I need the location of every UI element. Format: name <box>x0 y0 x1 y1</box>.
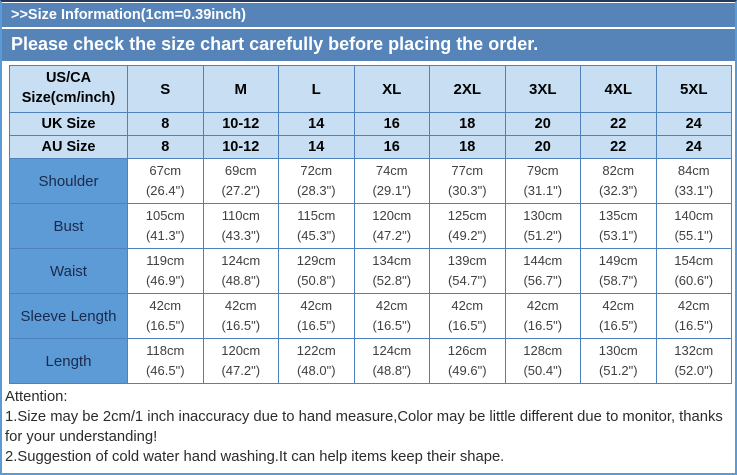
uk-size-value: 8 <box>128 113 204 136</box>
waist-value: 144cm (56.7") <box>505 249 581 294</box>
waist-value: 119cm (46.9") <box>128 249 204 294</box>
bust-value: 140cm (55.1") <box>656 204 732 249</box>
uk-size-row <box>10 113 732 136</box>
bust-value: 120cm (47.2") <box>354 204 430 249</box>
size-table <box>9 65 732 384</box>
size-column-header-m: M <box>203 66 279 113</box>
waist-value: 134cm (52.8") <box>354 249 430 294</box>
uk-size-value: 20 <box>505 113 581 136</box>
sleeve-length-row <box>10 294 732 339</box>
table-header-row <box>10 66 732 113</box>
length-value: 130cm (51.2") <box>581 339 657 384</box>
size-column-header-2xl: 2XL <box>430 66 506 113</box>
au-size-value: 18 <box>430 136 506 159</box>
au-size-label: AU Size <box>10 136 128 159</box>
length-value: 122cm (48.0") <box>279 339 355 384</box>
shoulder-value: 67cm (26.4") <box>128 159 204 204</box>
length-value: 128cm (50.4") <box>505 339 581 384</box>
attention-item-1: 1.Size may be 2cm/1 inch inaccuracy due to hand measure,Color may be little different due to monitor, thanks for your understanding! <box>5 409 723 446</box>
au-size-value: 20 <box>505 136 581 159</box>
uk-size-value: 16 <box>354 113 430 136</box>
sleeve-length-value: 42cm (16.5") <box>279 294 355 339</box>
bust-value: 130cm (51.2") <box>505 204 581 249</box>
size-column-header-xl: XL <box>354 66 430 113</box>
length-value: 118cm (46.5") <box>128 339 204 384</box>
uk-size-value: 22 <box>581 113 657 136</box>
shoulder-value: 82cm (32.3") <box>581 159 657 204</box>
sleeve-length-value: 42cm (16.5") <box>581 294 657 339</box>
shoulder-value: 72cm (28.3") <box>279 159 355 204</box>
au-size-row <box>10 136 732 159</box>
shoulder-label: Shoulder <box>10 159 128 204</box>
shoulder-value: 69cm (27.2") <box>203 159 279 204</box>
sleeve-length-value: 42cm (16.5") <box>656 294 732 339</box>
size-information-title: >>Size Information(1cm=0.39inch) <box>2 3 735 27</box>
uk-size-value: 14 <box>279 113 355 136</box>
size-column-header-4xl: 4XL <box>581 66 657 113</box>
shoulder-value: 77cm (30.3") <box>430 159 506 204</box>
au-size-value: 8 <box>128 136 204 159</box>
sleeve-length-value: 42cm (16.5") <box>128 294 204 339</box>
length-value: 120cm (47.2") <box>203 339 279 384</box>
shoulder-row <box>10 159 732 204</box>
size-column-header-5xl: 5XL <box>656 66 732 113</box>
au-size-value: 14 <box>279 136 355 159</box>
waist-value: 139cm (54.7") <box>430 249 506 294</box>
shoulder-value: 74cm (29.1") <box>354 159 430 204</box>
waist-value: 149cm (58.7") <box>581 249 657 294</box>
waist-value: 154cm (60.6") <box>656 249 732 294</box>
attention-section <box>2 384 735 467</box>
uk-size-value: 24 <box>656 113 732 136</box>
length-value: 124cm (48.8") <box>354 339 430 384</box>
size-chart-notice: Please check the size chart carefully before placing the order. <box>2 29 735 61</box>
shoulder-value: 79cm (31.1") <box>505 159 581 204</box>
length-value: 132cm (52.0") <box>656 339 732 384</box>
sleeve-length-label: Sleeve Length <box>10 294 128 339</box>
au-size-value: 24 <box>656 136 732 159</box>
au-size-value: 22 <box>581 136 657 159</box>
waist-value: 124cm (48.8") <box>203 249 279 294</box>
uk-size-label: UK Size <box>10 113 128 136</box>
waist-label: Waist <box>10 249 128 294</box>
bust-label: Bust <box>10 204 128 249</box>
sleeve-length-value: 42cm (16.5") <box>203 294 279 339</box>
sleeve-length-value: 42cm (16.5") <box>354 294 430 339</box>
attention-title: Attention: <box>5 389 68 405</box>
uk-size-value: 18 <box>430 113 506 136</box>
size-column-header-3xl: 3XL <box>505 66 581 113</box>
au-size-value: 16 <box>354 136 430 159</box>
length-value: 126cm (49.6") <box>430 339 506 384</box>
au-size-value: 10-12 <box>203 136 279 159</box>
sleeve-length-value: 42cm (16.5") <box>430 294 506 339</box>
bust-value: 135cm (53.1") <box>581 204 657 249</box>
length-label: Length <box>10 339 128 384</box>
corner-header-cell: US/CA Size(cm/inch) <box>10 66 128 113</box>
size-column-header-l: L <box>279 66 355 113</box>
bust-value: 125cm (49.2") <box>430 204 506 249</box>
bust-value: 105cm (41.3") <box>128 204 204 249</box>
size-table-body <box>10 66 732 384</box>
uk-size-value: 10-12 <box>203 113 279 136</box>
attention-item-2: 2.Suggestion of cold water hand washing.It can help items keep their shape. <box>5 449 505 466</box>
bust-row <box>10 204 732 249</box>
shoulder-value: 84cm (33.1") <box>656 159 732 204</box>
waist-row <box>10 249 732 294</box>
length-row <box>10 339 732 384</box>
bust-value: 110cm (43.3") <box>203 204 279 249</box>
sleeve-length-value: 42cm (16.5") <box>505 294 581 339</box>
bust-value: 115cm (45.3") <box>279 204 355 249</box>
waist-value: 129cm (50.8") <box>279 249 355 294</box>
size-column-header-s: S <box>128 66 204 113</box>
